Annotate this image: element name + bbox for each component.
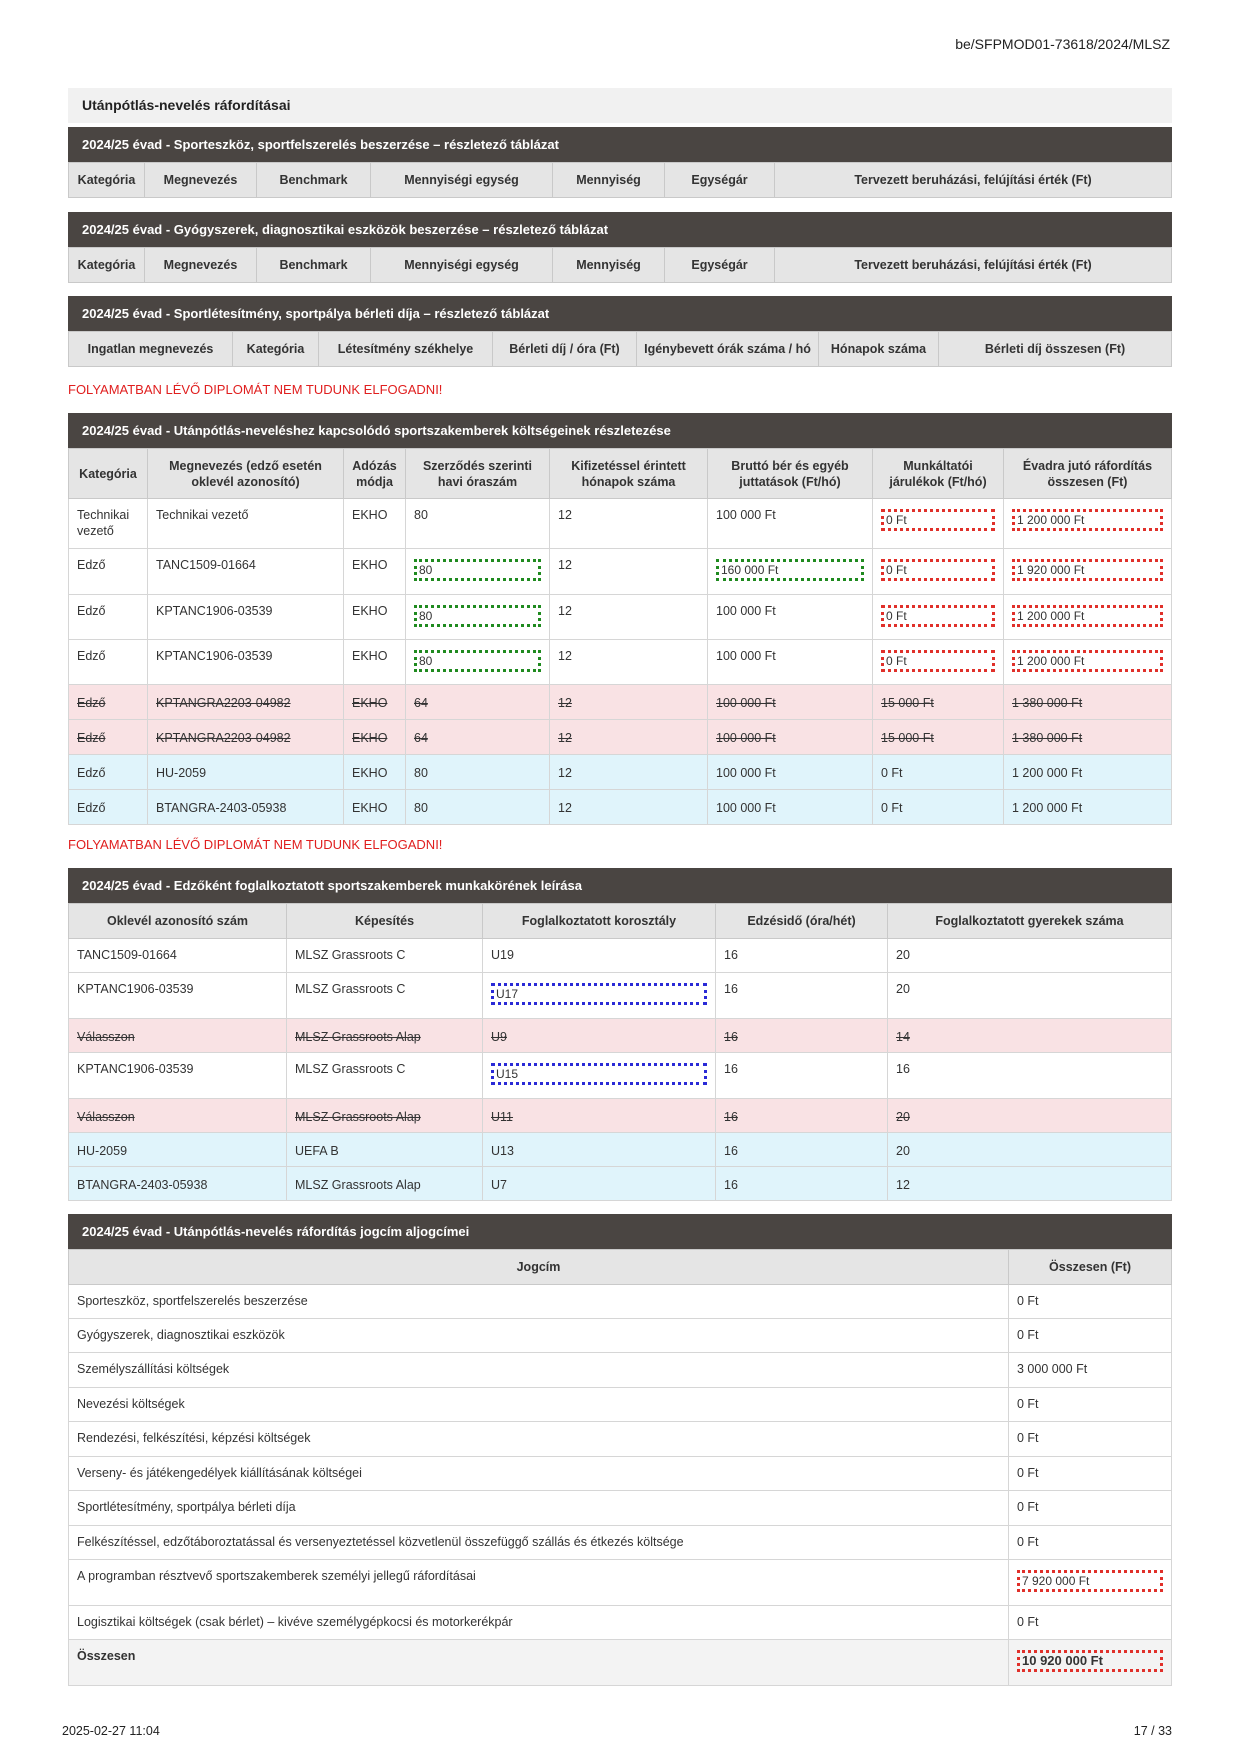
total-cell: [1004, 549, 1172, 595]
column-header: Kifizetéssel érintett hónapok száma: [550, 449, 708, 499]
table-row: [69, 1053, 1172, 1099]
highlighted-value: 0 Ft: [881, 559, 995, 581]
highlighted-value: 1 200 000 Ft: [1012, 509, 1163, 531]
license-cell: BTANGRA-2403-05938: [69, 1167, 287, 1201]
category-cell: Logisztikai költségek (csak bérlet) – kivéve személygépkocsi és motorkerékpár: [69, 1606, 1009, 1640]
name-cell: KPTANC1906-03539: [148, 595, 344, 640]
category-cell: Edző: [69, 685, 148, 720]
column-header: Benchmark: [257, 248, 371, 283]
age-group-cell: [483, 973, 716, 1019]
months-cell: 12: [550, 685, 708, 720]
column-header: Kategória: [233, 332, 319, 367]
training-time-cell: 16: [716, 1099, 888, 1133]
warning-text: FOLYAMATBAN LÉVŐ DIPLOMÁT NEM TUDUNK ELFOGADNI!: [68, 382, 443, 397]
column-header: Szerződés szerinti havi óraszám: [406, 449, 550, 499]
table-row: [69, 1388, 1172, 1422]
qualification-cell: MLSZ Grassroots Alap: [287, 1167, 483, 1201]
name-cell: HU-2059: [148, 755, 344, 790]
salary-cell: 100 000 Ft: [708, 790, 873, 825]
cost-categories-table: [68, 1214, 1172, 1686]
highlighted-value: U15: [491, 1063, 707, 1085]
highlighted-value: 1 200 000 Ft: [1012, 605, 1163, 627]
amount-cell: 0 Ft: [1009, 1526, 1172, 1560]
training-time-cell: 16: [716, 939, 888, 973]
name-cell: Technikai vezető: [148, 499, 344, 549]
column-header: Benchmark: [257, 163, 371, 198]
table-row: [69, 1606, 1172, 1640]
salary-cell: 100 000 Ft: [708, 640, 873, 685]
column-header: Mennyiségi egység: [371, 163, 553, 198]
table-row: [69, 595, 1172, 640]
qualification-cell: UEFA B: [287, 1133, 483, 1167]
name-cell: BTANGRA-2403-05938: [148, 790, 344, 825]
total-amount-cell: [1009, 1640, 1172, 1686]
training-time-cell: 16: [716, 973, 888, 1019]
amount-cell: 0 Ft: [1009, 1285, 1172, 1319]
tax-cell: EKHO: [344, 595, 406, 640]
column-header: Oklevél azonosító szám: [69, 904, 287, 939]
category-cell: Gyógyszerek, diagnosztikai eszközök: [69, 1319, 1009, 1353]
contribution-cell: 0 Ft: [873, 755, 1004, 790]
table-row: [69, 1560, 1172, 1606]
column-header: Bérleti díj összesen (Ft): [939, 332, 1172, 367]
highlighted-value: 80: [414, 650, 541, 672]
table-row: [69, 1319, 1172, 1353]
hours-cell: 64: [406, 685, 550, 720]
category-cell: Sportlétesítmény, sportpálya bérleti díja: [69, 1491, 1009, 1526]
children-count-cell: 12: [888, 1167, 1172, 1201]
table-row: [69, 1457, 1172, 1491]
column-header: Egységár: [665, 163, 775, 198]
column-header: Összesen (Ft): [1009, 1250, 1172, 1285]
total-cell: [1004, 595, 1172, 640]
amount-cell: 3 000 000 Ft: [1009, 1353, 1172, 1388]
medical-equipment-table: [68, 212, 1172, 283]
months-cell: 12: [550, 595, 708, 640]
children-count-cell: 20: [888, 939, 1172, 973]
category-cell: Edző: [69, 640, 148, 685]
children-count-cell: 20: [888, 1133, 1172, 1167]
total-cell: 1 200 000 Ft: [1004, 755, 1172, 790]
months-cell: 12: [550, 790, 708, 825]
column-header: Munkáltatói járulékok (Ft/hó): [873, 449, 1004, 499]
hours-cell: [406, 549, 550, 595]
staff-costs-table: [68, 413, 1172, 825]
training-time-cell: 16: [716, 1167, 888, 1201]
column-header: Kategória: [69, 248, 145, 283]
tax-cell: EKHO: [344, 685, 406, 720]
hours-cell: 64: [406, 720, 550, 755]
salary-cell: [708, 549, 873, 595]
table-row: [69, 939, 1172, 973]
age-group-cell: U13: [483, 1133, 716, 1167]
tax-cell: EKHO: [344, 499, 406, 549]
column-header: Ingatlan megnevezés: [69, 332, 233, 367]
table-title: 2024/25 évad - Utánpótlás-neveléshez kapcsolódó sportszakemberek költségeinek részletezése: [68, 413, 1172, 448]
total-cell: [1004, 640, 1172, 685]
column-header: Mennyiség: [553, 248, 665, 283]
category-cell: Edző: [69, 790, 148, 825]
warning-text: FOLYAMATBAN LÉVŐ DIPLOMÁT NEM TUDUNK ELFOGADNI!: [68, 837, 443, 852]
column-header: Edzésidő (óra/hét): [716, 904, 888, 939]
section-title: Utánpótlás-nevelés ráfordításai: [68, 88, 1172, 123]
highlighted-value: 0 Ft: [881, 509, 995, 531]
months-cell: 12: [550, 640, 708, 685]
column-header: Megnevezés: [145, 248, 257, 283]
name-cell: TANC1509-01664: [148, 549, 344, 595]
tax-cell: EKHO: [344, 549, 406, 595]
license-cell: Válasszon: [69, 1019, 287, 1053]
table-row: [69, 640, 1172, 685]
column-header: Bruttó bér és egyéb juttatások (Ft/hó): [708, 449, 873, 499]
highlighted-value: 1 200 000 Ft: [1012, 650, 1163, 672]
contribution-cell: [873, 549, 1004, 595]
salary-cell: 100 000 Ft: [708, 685, 873, 720]
table-row-removed: [69, 685, 1172, 720]
contribution-cell: 0 Ft: [873, 790, 1004, 825]
total-value: 10 920 000 Ft: [1017, 1650, 1163, 1672]
contribution-cell: [873, 499, 1004, 549]
salary-cell: 100 000 Ft: [708, 499, 873, 549]
hours-cell: 80: [406, 790, 550, 825]
salary-cell: 100 000 Ft: [708, 720, 873, 755]
coach-roles-table: [68, 868, 1172, 1201]
table-row-removed: [69, 1019, 1172, 1053]
column-header: Hónapok száma: [819, 332, 939, 367]
page-number: 17 / 33: [1133, 1724, 1172, 1738]
column-header: Tervezett beruházási, felújítási érték (Ft): [775, 163, 1172, 198]
tax-cell: EKHO: [344, 790, 406, 825]
highlighted-value: 7 920 000 Ft: [1017, 1570, 1163, 1592]
column-header: Bérleti díj / óra (Ft): [493, 332, 637, 367]
table-title: 2024/25 évad - Sporteszköz, sportfelszerelés beszerzése – részletező táblázat: [68, 127, 1172, 162]
category-cell: A programban résztvevő sportszakemberek személyi jellegű ráfordításai: [69, 1560, 1009, 1606]
table-row: [69, 973, 1172, 1019]
highlighted-value: 0 Ft: [881, 650, 995, 672]
license-cell: KPTANC1906-03539: [69, 973, 287, 1019]
months-cell: 12: [550, 549, 708, 595]
column-header: Jogcím: [69, 1250, 1009, 1285]
facility-rental-table: [68, 296, 1172, 367]
amount-cell: 0 Ft: [1009, 1422, 1172, 1457]
document-id: be/SFPMOD01-73618/2024/MLSZ: [955, 36, 1170, 52]
total-cell: 1 380 000 Ft: [1004, 685, 1172, 720]
tax-cell: EKHO: [344, 755, 406, 790]
age-group-cell: U7: [483, 1167, 716, 1201]
age-group-cell: [483, 1053, 716, 1099]
column-header: Kategória: [69, 449, 148, 499]
children-count-cell: 20: [888, 973, 1172, 1019]
training-time-cell: 16: [716, 1053, 888, 1099]
category-cell: Rendezési, felkészítési, képzési költségek: [69, 1422, 1009, 1457]
table-row: [69, 1491, 1172, 1526]
column-header: Igénybevett órák száma / hó: [637, 332, 819, 367]
amount-cell: 0 Ft: [1009, 1491, 1172, 1526]
highlighted-value: U17: [491, 983, 707, 1005]
highlighted-value: 80: [414, 559, 541, 581]
column-header: Mennyiségi egység: [371, 248, 553, 283]
total-row: [69, 1640, 1172, 1686]
category-cell: Edző: [69, 549, 148, 595]
footer-timestamp: 2025-02-27 11:04: [62, 1724, 160, 1738]
column-header: Évadra jutó ráfordítás összesen (Ft): [1004, 449, 1172, 499]
category-cell: Személyszállítási költségek: [69, 1353, 1009, 1388]
hours-cell: 80: [406, 755, 550, 790]
name-cell: KPTANC1906-03539: [148, 640, 344, 685]
tax-cell: EKHO: [344, 720, 406, 755]
column-header: Foglalkoztatott korosztály: [483, 904, 716, 939]
total-cell: [1004, 499, 1172, 549]
table-title: 2024/25 évad - Gyógyszerek, diagnosztikai eszközök beszerzése – részletező táblázat: [68, 212, 1172, 247]
qualification-cell: MLSZ Grassroots C: [287, 939, 483, 973]
age-group-cell: U19: [483, 939, 716, 973]
table-row-removed: [69, 720, 1172, 755]
sports-equipment-table: [68, 127, 1172, 198]
children-count-cell: 20: [888, 1099, 1172, 1133]
contribution-cell: [873, 595, 1004, 640]
name-cell: KPTANGRA2203-04982: [148, 720, 344, 755]
training-time-cell: 16: [716, 1019, 888, 1053]
total-cell: 1 200 000 Ft: [1004, 790, 1172, 825]
salary-cell: 100 000 Ft: [708, 595, 873, 640]
table-row-added: [69, 790, 1172, 825]
column-header: Adózás módja: [344, 449, 406, 499]
license-cell: HU-2059: [69, 1133, 287, 1167]
category-cell: Verseny- és játékengedélyek kiállításának költségei: [69, 1457, 1009, 1491]
hours-cell: [406, 595, 550, 640]
column-header: Mennyiség: [553, 163, 665, 198]
age-group-cell: U9: [483, 1019, 716, 1053]
category-cell: Felkészítéssel, edzőtáboroztatással és versenyeztetéssel közvetlenül összefüggő szállás és étkezés költsége: [69, 1526, 1009, 1560]
license-cell: TANC1509-01664: [69, 939, 287, 973]
column-header: Egységár: [665, 248, 775, 283]
amount-cell: 0 Ft: [1009, 1388, 1172, 1422]
children-count-cell: 16: [888, 1053, 1172, 1099]
column-header: Létesítmény székhelye: [319, 332, 493, 367]
table-row-added: [69, 1133, 1172, 1167]
table-title: 2024/25 évad - Utánpótlás-nevelés ráfordítás jogcím aljogcímei: [68, 1214, 1172, 1249]
table-title: 2024/25 évad - Edzőként foglalkoztatott sportszakemberek munkakörének leírása: [68, 868, 1172, 903]
qualification-cell: MLSZ Grassroots C: [287, 1053, 483, 1099]
table-title: 2024/25 évad - Sportlétesítmény, sportpálya bérleti díja – részletező táblázat: [68, 296, 1172, 331]
contribution-cell: [873, 640, 1004, 685]
table-row: [69, 1422, 1172, 1457]
table-row: [69, 549, 1172, 595]
total-label: Összesen: [69, 1640, 1009, 1686]
table-row-added: [69, 755, 1172, 790]
table-row: [69, 499, 1172, 549]
table-row: [69, 1526, 1172, 1560]
table-row-removed: [69, 1099, 1172, 1133]
column-header: Megnevezés (edző esetén oklevél azonosító): [148, 449, 344, 499]
license-cell: Válasszon: [69, 1099, 287, 1133]
contribution-cell: 15 000 Ft: [873, 685, 1004, 720]
table-row-added: [69, 1167, 1172, 1201]
column-header: Foglalkoztatott gyerekek száma: [888, 904, 1172, 939]
column-header: Kategória: [69, 163, 145, 198]
amount-cell: [1009, 1560, 1172, 1606]
table-row: [69, 1285, 1172, 1319]
table-row: [69, 1353, 1172, 1388]
children-count-cell: 14: [888, 1019, 1172, 1053]
salary-cell: 100 000 Ft: [708, 755, 873, 790]
hours-cell: 80: [406, 499, 550, 549]
qualification-cell: MLSZ Grassroots C: [287, 973, 483, 1019]
category-cell: Sporteszköz, sportfelszerelés beszerzése: [69, 1285, 1009, 1319]
highlighted-value: 160 000 Ft: [716, 559, 864, 581]
license-cell: KPTANC1906-03539: [69, 1053, 287, 1099]
amount-cell: 0 Ft: [1009, 1457, 1172, 1491]
category-cell: Edző: [69, 720, 148, 755]
months-cell: 12: [550, 720, 708, 755]
age-group-cell: U11: [483, 1099, 716, 1133]
tax-cell: EKHO: [344, 640, 406, 685]
category-cell: Nevezési költségek: [69, 1388, 1009, 1422]
column-header: Megnevezés: [145, 163, 257, 198]
category-cell: Technikai vezető: [69, 499, 148, 549]
column-header: Tervezett beruházási, felújítási érték (Ft): [775, 248, 1172, 283]
highlighted-value: 1 920 000 Ft: [1012, 559, 1163, 581]
contribution-cell: 15 000 Ft: [873, 720, 1004, 755]
hours-cell: [406, 640, 550, 685]
amount-cell: 0 Ft: [1009, 1319, 1172, 1353]
category-cell: Edző: [69, 755, 148, 790]
category-cell: Edző: [69, 595, 148, 640]
total-cell: 1 380 000 Ft: [1004, 720, 1172, 755]
qualification-cell: MLSZ Grassroots Alap: [287, 1019, 483, 1053]
name-cell: KPTANGRA2203-04982: [148, 685, 344, 720]
months-cell: 12: [550, 499, 708, 549]
months-cell: 12: [550, 755, 708, 790]
qualification-cell: MLSZ Grassroots Alap: [287, 1099, 483, 1133]
column-header: Képesítés: [287, 904, 483, 939]
highlighted-value: 80: [414, 605, 541, 627]
amount-cell: 0 Ft: [1009, 1606, 1172, 1640]
training-time-cell: 16: [716, 1133, 888, 1167]
highlighted-value: 0 Ft: [881, 605, 995, 627]
